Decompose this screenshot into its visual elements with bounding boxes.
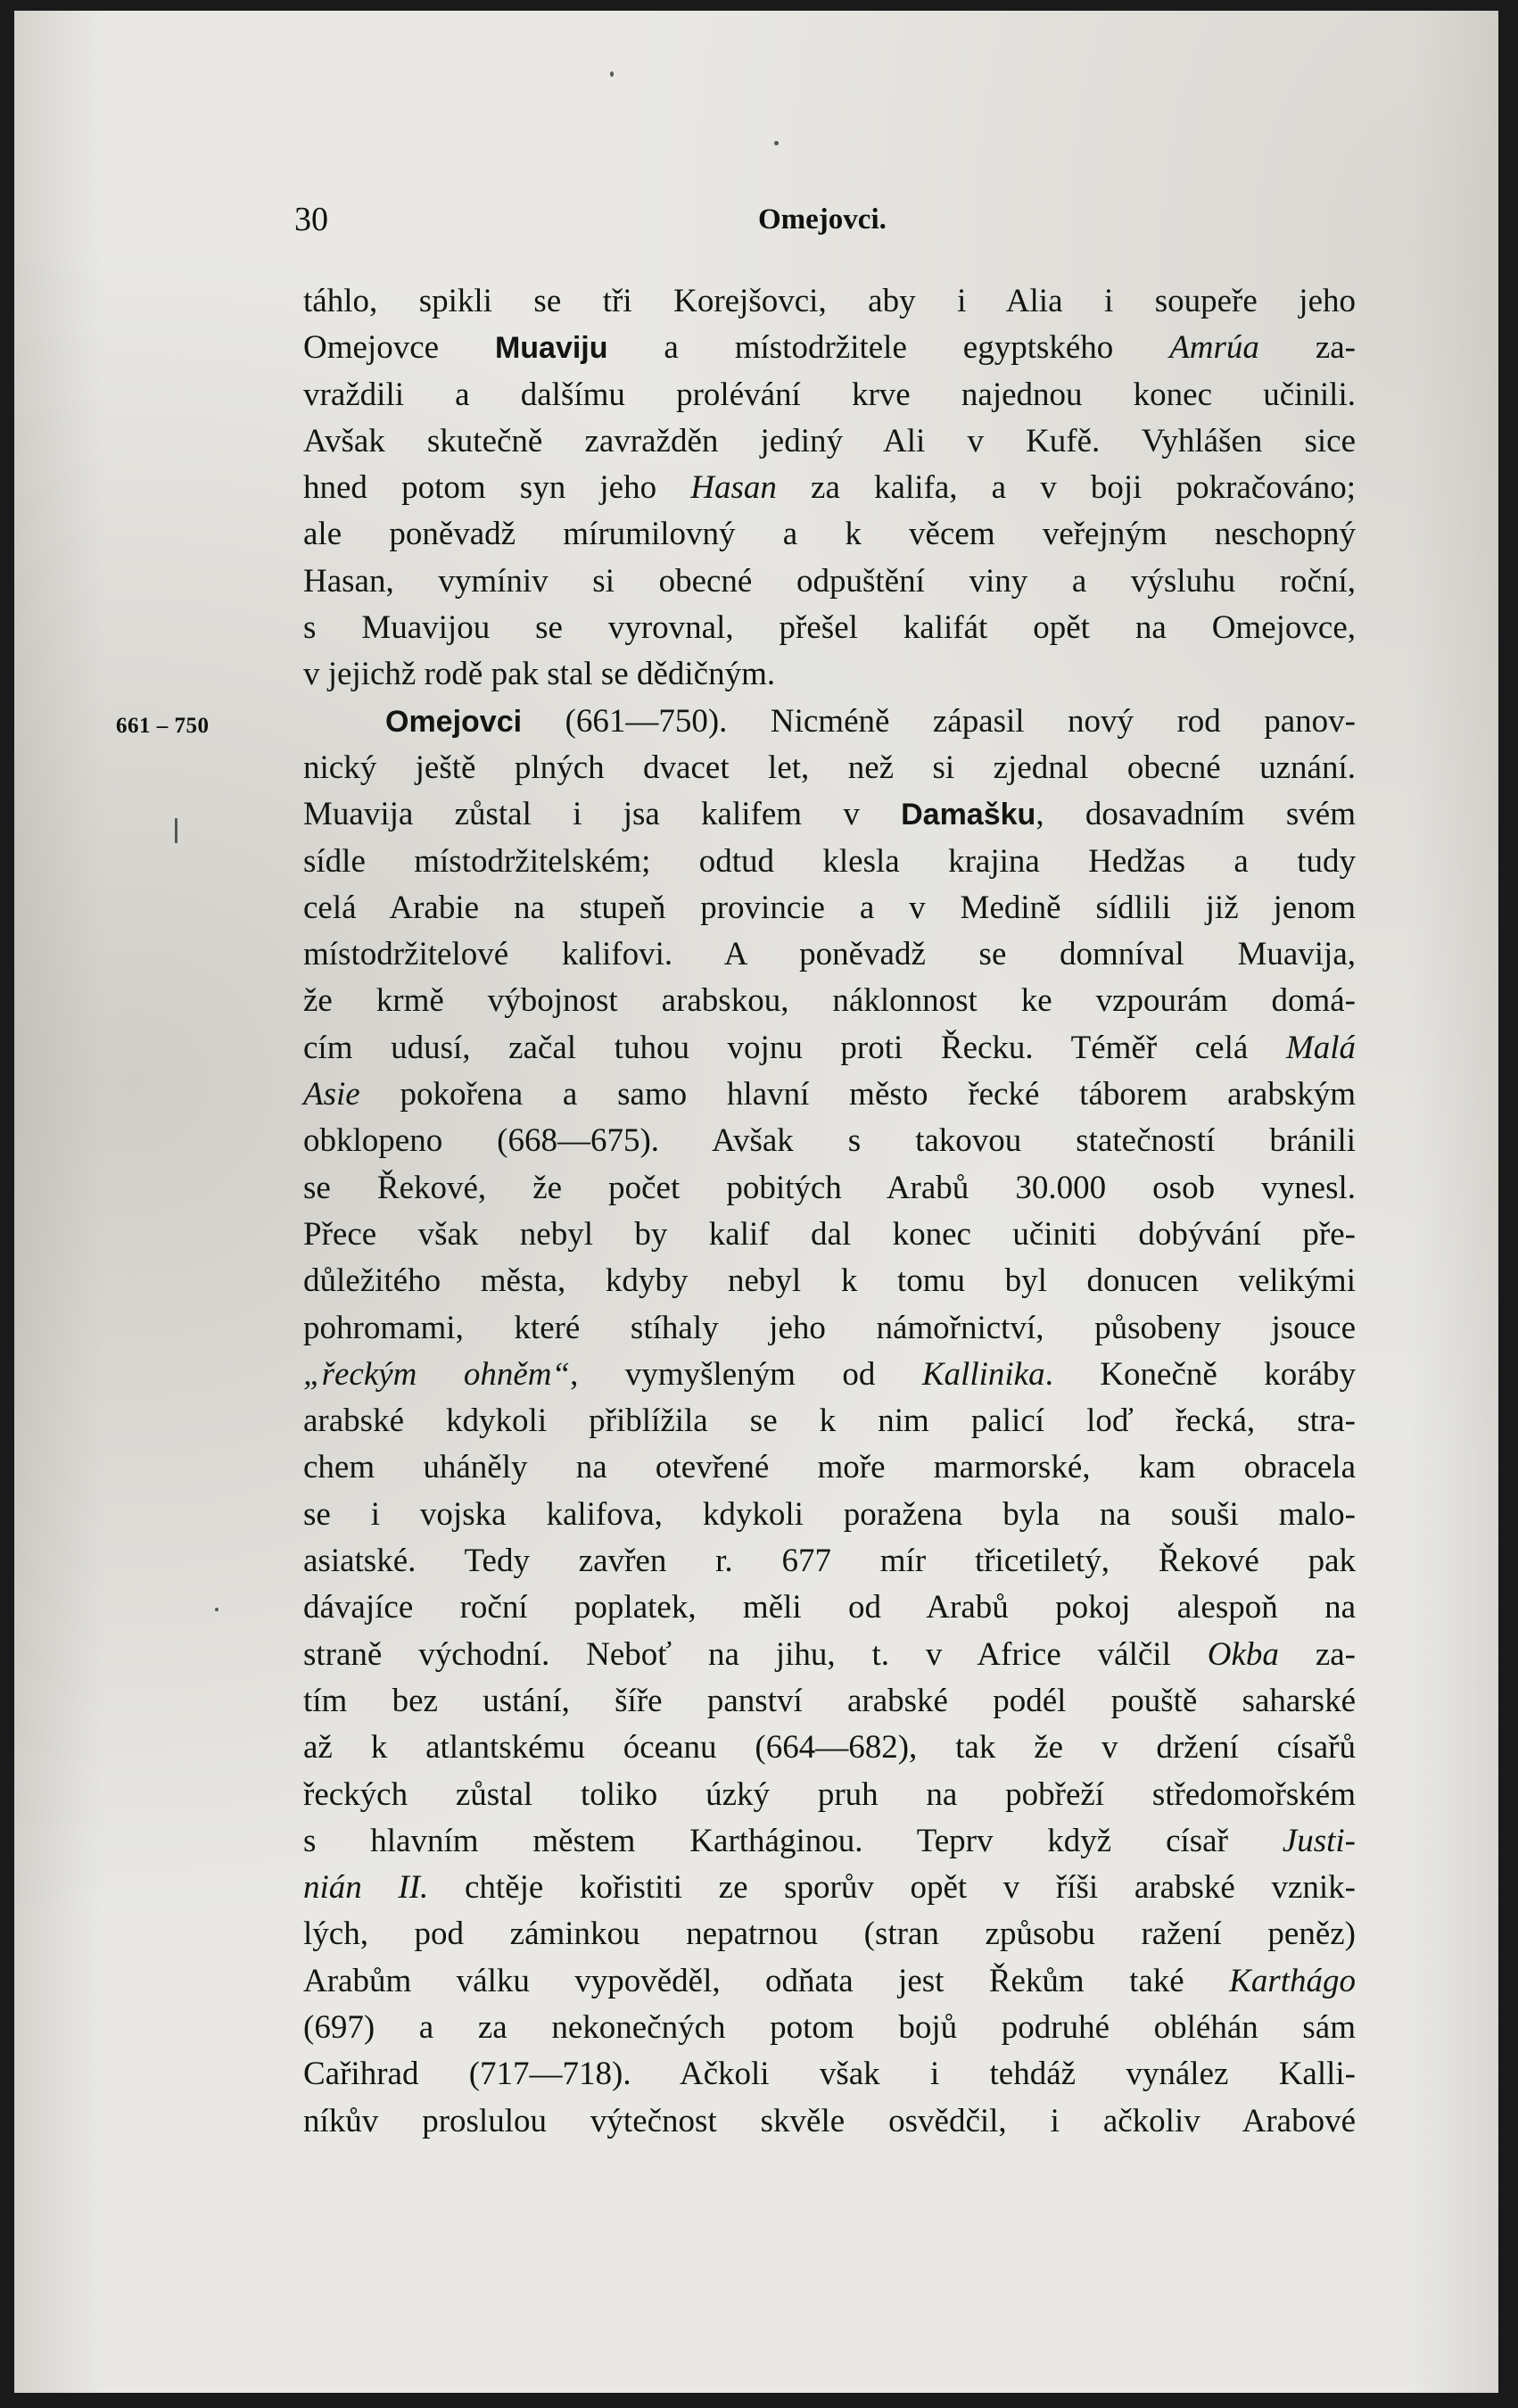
text-line [303, 1585, 1356, 1631]
text-line [303, 1725, 1356, 1771]
text-segment: Cařihrad (717—718). Ačkoli však i tehdáž vynález Kalli- [303, 2056, 1356, 2093]
text-line [303, 1072, 1356, 1118]
text-segment: Arabům válku vypověděl, odňata jest Řekům také [303, 1962, 1230, 1999]
text-line [303, 1212, 1356, 1258]
text-segment: důležitého města, kdyby nebyl k tomu byl donucen velikými [303, 1262, 1356, 1300]
text-line [303, 2005, 1356, 2051]
text-line [303, 1538, 1356, 1585]
text-segment: lých, pod záminkou nepatrnou (stran způsobu ražení peněz) [303, 1916, 1356, 1953]
bold-term: Muaviju [494, 331, 608, 366]
text-segment: níkův proslulou výtečnost skvěle osvědčil, i ačkoliv Arabové [303, 2102, 1356, 2139]
text-segment: cím udusí, začal tuhou vojnu proti Řecku. Téměř celá [303, 1029, 1286, 1066]
text-line [303, 931, 1356, 978]
italic-term: nián II. [303, 1869, 429, 1907]
text-segment: se i vojska kalifova, kdykoli poražena byla na souši malo- [303, 1495, 1356, 1533]
text-segment: ale poněvadž mírumilovný a k věcem veřejným neschopný [303, 516, 1356, 553]
text-line [303, 1305, 1356, 1352]
text-line [303, 651, 1356, 698]
ink-speck [175, 818, 177, 843]
text-segment: se Řekové, že počet pobitých Arabů 30.000 osob vynesl. [303, 1169, 1356, 1206]
ink-speck [610, 71, 614, 77]
text-segment: s Muavijou se vyrovnal, přešel kalifát opět na Omejovce, [303, 609, 1356, 647]
text-line [303, 791, 1356, 838]
text-segment: (661—750). Nicméně zápasil nový rod panov- [522, 702, 1356, 740]
italic-term: Kallinika [921, 1355, 1045, 1393]
text-line [303, 465, 1356, 511]
text-segment: straně východní. Neboť na jihu, t. v Africe válčil [303, 1635, 1208, 1673]
text-segment: že krmě výbojnost arabskou, náklonnost ke vzpourám domá- [303, 982, 1356, 1020]
text-segment: dávajíce roční poplatek, měli od Arabů pokoj alespoň na [303, 1589, 1356, 1626]
ink-speck [774, 141, 779, 145]
text-segment: Omejovce [303, 329, 495, 367]
text-line [303, 885, 1356, 931]
text-line [303, 1398, 1356, 1444]
text-line [303, 1958, 1356, 2005]
text-line [303, 699, 1356, 745]
text-line [303, 1632, 1356, 1678]
text-line [303, 1865, 1356, 1911]
text-segment: za- [1258, 329, 1356, 367]
italic-term: Amrúa [1169, 329, 1259, 367]
text-segment: a místodržitele egyptského [607, 329, 1170, 367]
text-segment: tím bez ustání, šíře panství arabské podél pouště saharské [303, 1682, 1356, 1719]
text-segment: pohromami, které stíhaly jeho námořnictví, působeny jsouce [303, 1309, 1356, 1346]
text-segment: sídle místodržitelském; odtud klesla krajina Hedžas a tudy [303, 842, 1356, 880]
text-line [303, 418, 1356, 465]
text-segment: místodržitelové kalifovi. A poněvadž se domníval Muavija, [303, 936, 1356, 973]
text-line [303, 1911, 1356, 1957]
text-segment: s hlavním městem Kartháginou. Teprv když císař [303, 1822, 1283, 1859]
bold-term: Damašku [901, 798, 1036, 832]
text-line [303, 559, 1356, 605]
text-line [303, 1818, 1356, 1865]
text-segment: táhlo, spikli se tři Korejšovci, aby i Alia i soupeře jeho [303, 283, 1356, 319]
text-segment: vraždili a dalšímu prolévání krve najednou konec učinili. [303, 376, 1356, 413]
text-segment: Muavija zůstal i jsa kalifem v [303, 796, 902, 833]
text-segment: Hasan, vymíniv si obecné odpuštění viny a výsluhu roční, [303, 562, 1356, 600]
text-segment: (697) a za nekonečných potom bojů podruhé obléhán sám [303, 2008, 1356, 2046]
text-line [303, 839, 1356, 885]
text-segment: Přece však nebyl by kalif dal konec učiniti dobývání pře- [303, 1215, 1356, 1253]
text-line [303, 278, 1356, 325]
text-segment: chtěje kořistiti ze sporův opět v říši arabské vznik- [428, 1869, 1356, 1907]
text-segment: hned potom syn jeho [303, 469, 691, 507]
text-line [303, 1492, 1356, 1538]
text-line [303, 745, 1356, 791]
italic-term: Malá [1285, 1029, 1356, 1066]
text-line [303, 1165, 1356, 1212]
italic-term: Asie [303, 1076, 360, 1113]
text-segment: pokořena a samo hlavní město řecké táborem arabským [359, 1076, 1356, 1113]
margin-note-dates: 661 – 750 [116, 714, 210, 738]
text-segment: asiatské. Tedy zavřen r. 677 mír třicetiletý, Řekové pak [303, 1543, 1356, 1580]
text-segment: řeckých zůstal toliko úzký pruh na pobřeží středomořském [303, 1775, 1356, 1813]
text-line [303, 605, 1356, 651]
text-line [303, 1444, 1356, 1491]
text-segment: nický ještě plných dvacet let, než si zjednal obecné uznání. [303, 749, 1356, 786]
text-segment: za kalifa, a v boji pokračováno; [776, 469, 1356, 507]
text-segment: arabské kdykoli přiblížila se k nim palicí loď řecká, stra- [303, 1403, 1356, 1440]
italic-term: Okba [1207, 1635, 1279, 1673]
ink-speck [215, 1608, 219, 1611]
text-segment: Avšak skutečně zavražděn jediný Ali v Kufě. Vyhlášen sice [303, 422, 1356, 459]
text-line [303, 325, 1356, 371]
text-segment: až k atlantskému óceanu (664—682), tak že v držení císařů [303, 1729, 1356, 1767]
text-segment: , vymyšleným od [570, 1355, 922, 1393]
body-text [303, 278, 1356, 2145]
text-line [303, 1772, 1356, 1818]
text-line [303, 372, 1356, 418]
scanned-page [14, 11, 1498, 2393]
text-line [303, 1678, 1356, 1725]
text-line [303, 2051, 1356, 2098]
text-line [303, 2098, 1356, 2145]
text-segment: v jejichž rodě pak stal se dědičným. [303, 656, 776, 693]
text-line [303, 978, 1356, 1024]
page-header [294, 200, 901, 243]
text-segment: chem uháněly na otevřené moře marmorské, kam obracela [303, 1449, 1356, 1486]
text-segment: celá Arabie na stupeň provincie a v Medině sídlili již jenom [303, 889, 1356, 926]
italic-term: „řeckým ohněm“ [303, 1355, 571, 1393]
text-segment: , dosavadním svém [1035, 796, 1357, 833]
text-line [303, 1118, 1356, 1164]
bold-term: Omejovci [385, 704, 523, 739]
italic-term: Hasan [690, 469, 777, 507]
text-segment: za- [1278, 1635, 1357, 1673]
italic-term: Justi- [1282, 1822, 1356, 1859]
text-segment: . Konečně koráby [1044, 1355, 1357, 1393]
italic-term: Karthágo [1229, 1962, 1356, 1999]
running-title: Omejovci. [758, 203, 887, 236]
text-line [303, 1352, 1356, 1398]
text-line [303, 511, 1356, 558]
text-line [303, 1258, 1356, 1304]
text-line [303, 1025, 1356, 1072]
page-number: 30 [294, 201, 328, 238]
text-segment: obklopeno (668—675). Avšak s takovou statečností bránili [303, 1122, 1356, 1160]
